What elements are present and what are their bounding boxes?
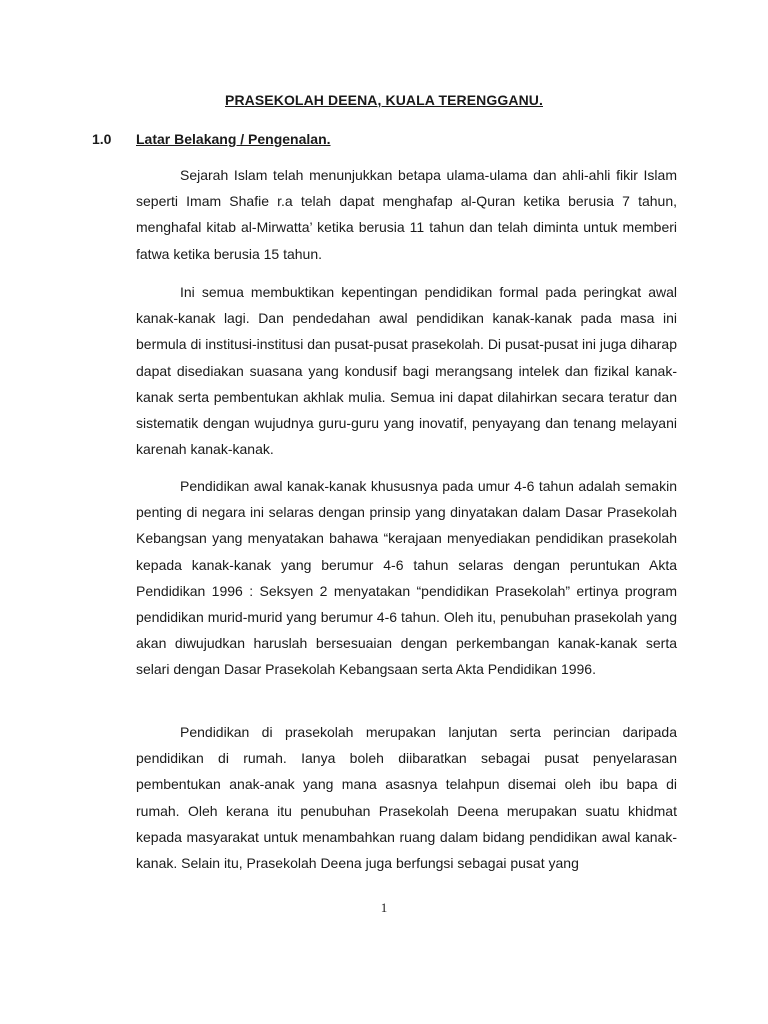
paragraph-3: Pendidikan awal kanak-kanak khususnya pada umur 4-6 tahun adalah semakin penting di negara ini selaras dengan prinsip yang dinyatakan dalam Dasar Prasekolah Kebangsan yang menyatakan bahawa “kerajaan menyediakan pendidikan prasekolah kepada kanak-kanak yang berumur 4-6 tahun selaras dengan peruntukan Akta Pendidikan 1996 : Seksyen 2 menyatakan “pendidikan Prasekolah” ertinya program pendidikan murid-murid yang berumur 4-6 tahun. Oleh itu, penubuhan prasekolah yang akan diwujudkan haruslah bersesuaian dengan perkembangan kanak-kanak serta selari dengan Dasar Prasekolah Kebangsaan serta Akta Pendidikan 1996. bbox=[136, 478, 677, 678]
section-title: Latar Belakang / Pengenalan. bbox=[136, 131, 331, 147]
paragraph-1: Sejarah Islam telah menunjukkan betapa ulama-ulama dan ahli-ahli fikir Islam seperti Imam Shafie r.a telah dapat menghafap al-Quran ketika berusia 7 tahun, menghafal kitab al-Mirwatta’ ketika berusia 11 tahun dan telah diminta untuk memberi fatwa ketika berusia 15 tahun. bbox=[136, 167, 677, 262]
section-number: 1.0 bbox=[92, 131, 112, 147]
paragraph-2: Ini semua membuktikan kepentingan pendidikan formal pada peringkat awal kanak-kanak lagi. Dan pendedahan awal pendidikan kanak-kanak pada masa ini bermula di institusi-institusi dan pusat-pusat prasekolah. Di pusat-pusat ini juga diharap dapat disediakan suasana yang kondusif bagi merangsang intelek dan fizikal kanak-kanak serta pembentukan akhlak mulia. Semua ini dapat dilahirkan secara teratur dan sistematik dengan wujudnya guru-guru yang inovatif, penyayang dan tenang melayani karenah kanak-kanak. bbox=[136, 284, 677, 458]
paragraph-4: Pendidikan di prasekolah merupakan lanjutan serta perincian daripada pendidikan di rumah. Ianya boleh diibaratkan sebagai pusat penyelarasan pembentukan anak-anak yang mana asasnya telahpun disemai oleh ibu bapa di rumah. Oleh kerana itu penubuhan Prasekolah Deena merupakan suatu khidmat kepada masyarakat untuk menambahkan ruang dalam bidang pendidikan awal kanak-kanak. Selain itu, Prasekolah Deena juga berfungsi sebagai pusat yang bbox=[136, 724, 677, 872]
document-title: PRASEKOLAH DEENA, KUALA TERENGGANU. bbox=[225, 92, 543, 108]
page-number: 1 bbox=[380, 900, 388, 915]
